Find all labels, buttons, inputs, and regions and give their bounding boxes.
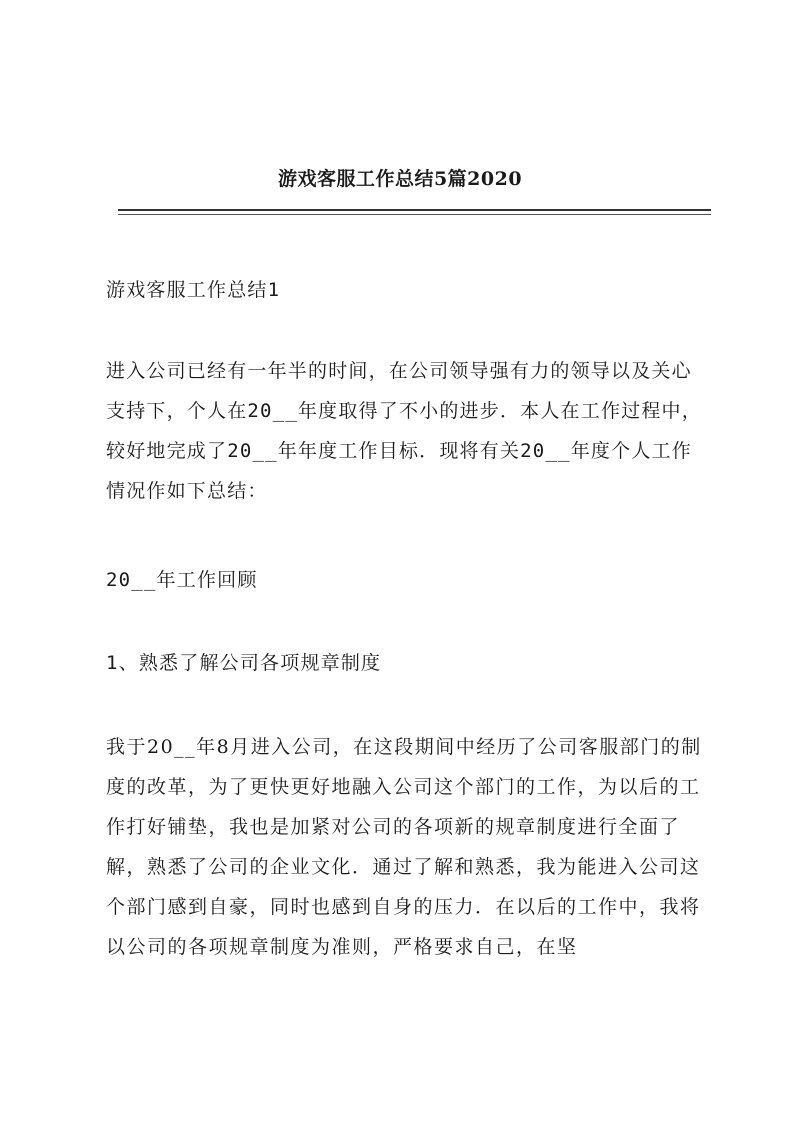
title-divider: [118, 209, 711, 211]
item-1-paragraph: 我于20__年8月进入公司，在这段期间中经历了公司客服部门的制度的改革，为了更快更好地融入公司这个部门的工作，为以后的工作打好铺垫，我也是加紧对公司的各项新的规章制度进行全面了解，熟悉了公司的企业文化．通过了解和熟悉，我为能进入公司这个部门感到自豪，同时也感到自身的压力．在以后的工作中，我将以公司的各项规章制度为准则，严格要求自己，在坚: [106, 736, 702, 958]
intro-paragraph: 进入公司已经有一年半的时间，在公司领导强有力的领导以及关心支持下，个人在20__年度取得了不小的进步．本人在工作过程中，较好地完成了20__年年度工作目标．现将有关20__年度个人工作情况作如下总结：: [106, 360, 702, 502]
title-divider-thin: [118, 214, 711, 215]
item-1-heading: 1、熟悉了解公司各项规章制度: [106, 652, 382, 674]
document-title: 游戏客服工作总结5篇2020: [277, 168, 523, 190]
section-heading: 游戏客服工作总结1: [106, 279, 281, 301]
review-heading: 20__年工作回顾: [106, 569, 258, 591]
